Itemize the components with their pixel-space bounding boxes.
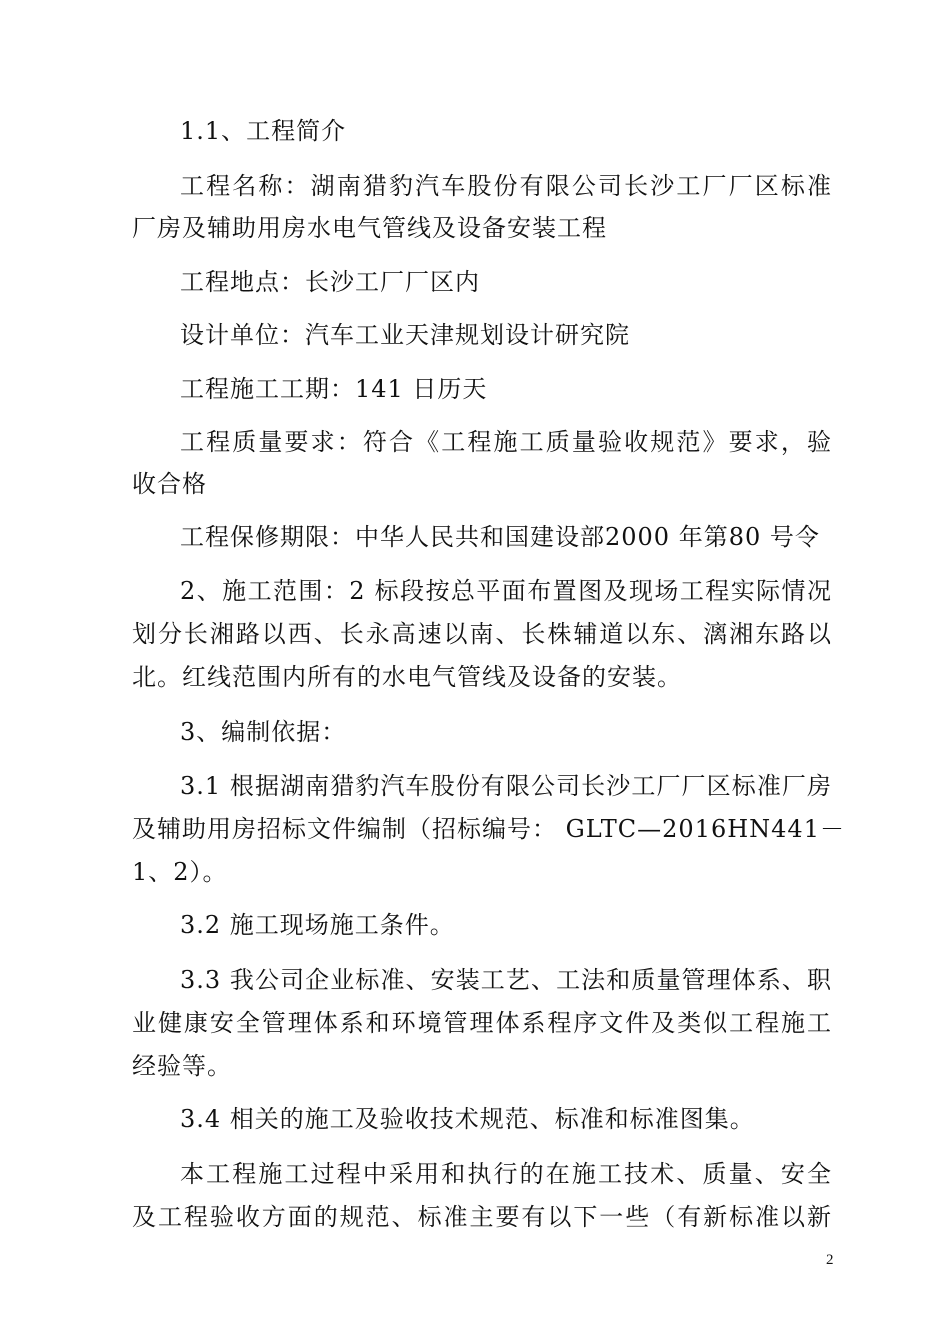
project-name-line-2: 厂房及辅助用房水电气管线及设备安装工程 <box>132 214 607 242</box>
quality-requirement-line-2: 收合格 <box>132 470 207 498</box>
project-name-line-1: 工程名称：湖南猎豹汽车股份有限公司长沙工厂厂区标准 <box>180 172 832 200</box>
page-number: 2 <box>826 1252 834 1268</box>
project-location: 工程地点：长沙工厂厂区内 <box>180 268 480 296</box>
scope-line-3: 北。红线范围内所有的水电气管线及设备的安装。 <box>132 663 682 691</box>
standards-intro-line-2: 及工程验收方面的规范、标准主要有以下一些（有新标准以新 <box>132 1203 832 1231</box>
basis-3-3-line-2: 业健康安全管理体系和环境管理体系程序文件及类似工程施工 <box>132 1009 832 1037</box>
basis-3-2: 3.2 施工现场施工条件。 <box>180 911 455 939</box>
basis-3-1-line-3: 1、2）。 <box>132 858 228 886</box>
quality-requirement-line-1: 工程质量要求：符合《工程施工质量验收规范》要求，验 <box>180 428 832 456</box>
basis-3-3-line-1: 3.3 我公司企业标准、安装工艺、工法和质量管理体系、职 <box>180 966 832 994</box>
scope-line-2: 划分长湘路以西、长永高速以南、长株辅道以东、漓湘东路以 <box>132 620 832 648</box>
basis-3-1-line-1: 3.1 根据湖南猎豹汽车股份有限公司长沙工厂厂区标准厂房 <box>180 772 832 800</box>
basis-3-3-line-3: 经验等。 <box>132 1052 232 1080</box>
construction-period: 工程施工工期：141 日历天 <box>180 375 488 403</box>
scope-line-1: 2、施工范围：2 标段按总平面布置图及现场工程实际情况 <box>180 577 832 605</box>
section-heading-3: 3、编制依据： <box>180 718 347 746</box>
section-heading-1-1: 1.1、工程简介 <box>180 117 347 145</box>
design-unit: 设计单位：汽车工业天津规划设计研究院 <box>180 321 630 349</box>
standards-intro-line-1: 本工程施工过程中采用和执行的在施工技术、质量、安全 <box>180 1160 832 1188</box>
basis-3-4: 3.4 相关的施工及验收技术规范、标准和标准图集。 <box>180 1105 755 1133</box>
warranty-period: 工程保修期限：中华人民共和国建设部2000 年第80 号令 <box>180 523 820 551</box>
basis-3-1-line-2: 及辅助用房招标文件编制（招标编号： GLTC—2016HN441－ <box>132 815 845 843</box>
